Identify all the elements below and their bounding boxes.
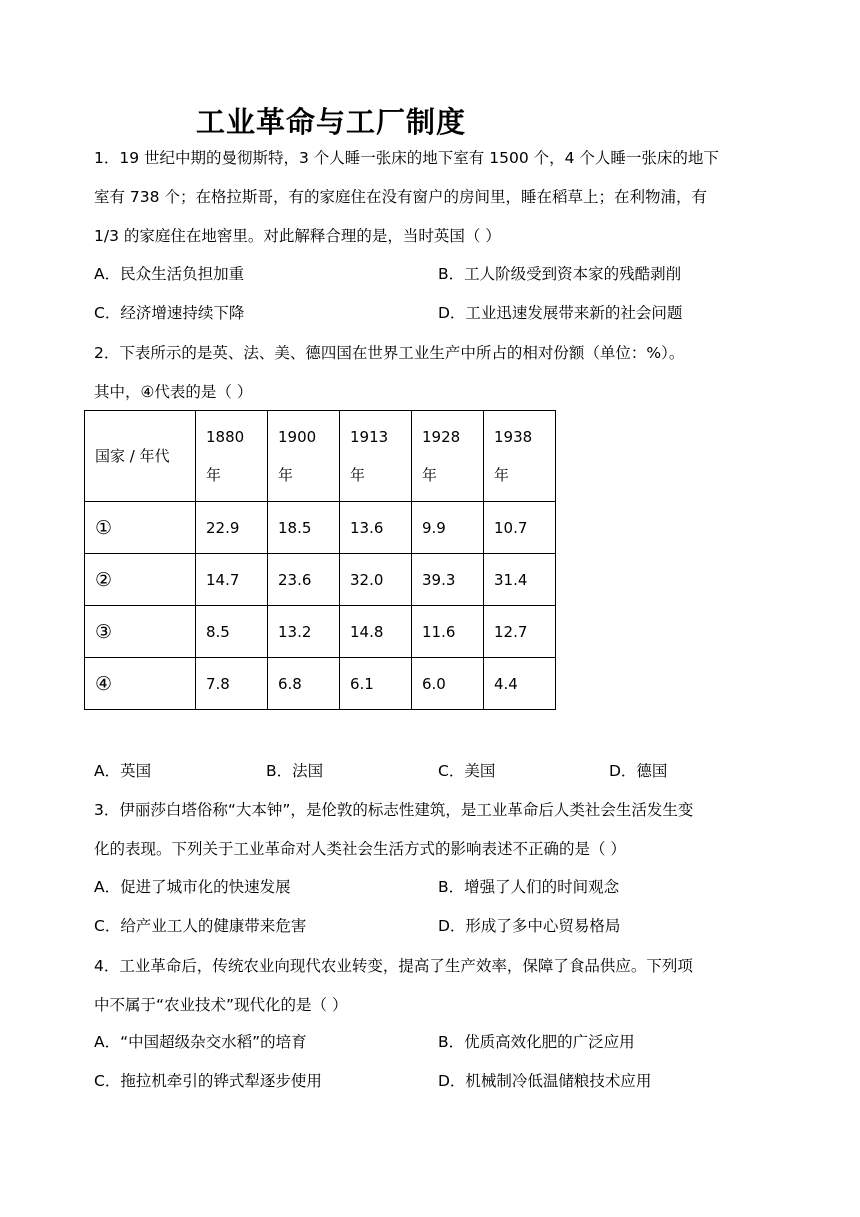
year-header-cell: 1880 年	[196, 411, 268, 502]
table-cell: 22.9	[196, 502, 268, 554]
option-d: D．工业迅速发展带来新的社会问题	[438, 304, 683, 322]
question-line: 1．19 世纪中期的曼彻斯特，3 个人睡一张床的地下室有 1500 个，4 个人睡一张床的地下	[94, 149, 719, 167]
option-c: C．美国	[438, 762, 496, 780]
share-table	[84, 410, 556, 710]
option-a: A．促进了城市化的快速发展	[94, 878, 291, 896]
row-label: ②	[85, 554, 196, 606]
table-row	[85, 606, 556, 658]
table-cell: 31.4	[484, 554, 556, 606]
question-2	[94, 334, 768, 412]
option-d: D．德国	[609, 762, 668, 780]
table-cell: 11.6	[412, 606, 484, 658]
question-line: 室有 738 个；在格拉斯哥，有的家庭住在没有窗户的房间里，睡在稻草上；在利物浦，有	[94, 188, 707, 206]
question-1	[94, 139, 768, 256]
question-line: 3．伊丽莎白塔俗称“大本钟”，是伦敦的标志性建筑，是工业革命后人类社会生活发生变	[94, 801, 694, 819]
table-cell: 14.7	[196, 554, 268, 606]
option-b: B．法国	[266, 762, 324, 780]
option-c: C．拖拉机牵引的铧式犁逐步使用	[94, 1072, 322, 1090]
question-line: 2．下表所示的是英、法、美、德四国在世界工业生产中所占的相对份额（单位：%）。	[94, 344, 685, 362]
option-d: D．形成了多中心贸易格局	[438, 917, 621, 935]
option-b: B．工人阶级受到资本家的残酷剥削	[438, 265, 682, 283]
question-line: 化的表现。下列关于工业革命对人类社会生活方式的影响表述不正确的是（ ）	[94, 840, 626, 858]
option-a: A．民众生活负担加重	[94, 265, 245, 283]
question-line: 其中，④代表的是（ ）	[94, 383, 253, 401]
question-line: 4．工业革命后，传统农业向现代农业转变，提高了生产效率，保障了食品供应。下列项	[94, 957, 693, 975]
table-row	[85, 554, 556, 606]
table-header-row	[85, 411, 556, 502]
row-label: ③	[85, 606, 196, 658]
table-cell: 6.0	[412, 658, 484, 710]
table-cell: 7.8	[196, 658, 268, 710]
year-header-cell: 1913 年	[340, 411, 412, 502]
page-title: 工业革命与工厂制度	[196, 105, 467, 139]
question-line: 1/3 的家庭住在地窖里。对此解释合理的是，当时英国（ ）	[94, 227, 501, 245]
table-cell: 9.9	[412, 502, 484, 554]
option-b: B．优质高效化肥的广泛应用	[438, 1033, 635, 1051]
table-cell: 6.8	[268, 658, 340, 710]
option-c: C．经济增速持续下降	[94, 304, 245, 322]
year-header-cell: 1900 年	[268, 411, 340, 502]
option-a: A．英国	[94, 762, 152, 780]
table-cell: 18.5	[268, 502, 340, 554]
table-cell: 13.6	[340, 502, 412, 554]
row-label: ④	[85, 658, 196, 710]
table-cell: 10.7	[484, 502, 556, 554]
table-row	[85, 502, 556, 554]
table-cell: 32.0	[340, 554, 412, 606]
table-cell: 39.3	[412, 554, 484, 606]
row-label: ①	[85, 502, 196, 554]
option-b: B．增强了人们的时间观念	[438, 878, 620, 896]
option-c: C．给产业工人的健康带来危害	[94, 917, 307, 935]
year-header-cell: 1928 年	[412, 411, 484, 502]
option-a: A．“中国超级杂交水稻”的培育	[94, 1033, 307, 1051]
table-cell: 13.2	[268, 606, 340, 658]
question-4	[94, 947, 768, 1025]
question-3	[94, 791, 768, 869]
question-line: 中不属于“农业技术”现代化的是（ ）	[94, 996, 348, 1014]
table-corner-cell: 国家 / 年代	[85, 411, 196, 502]
table-cell: 12.7	[484, 606, 556, 658]
table-cell: 23.6	[268, 554, 340, 606]
table-cell: 14.8	[340, 606, 412, 658]
option-d: D．机械制冷低温储粮技术应用	[438, 1072, 652, 1090]
table-row	[85, 658, 556, 710]
table-cell: 4.4	[484, 658, 556, 710]
year-header-cell: 1938 年	[484, 411, 556, 502]
table-cell: 6.1	[340, 658, 412, 710]
table-cell: 8.5	[196, 606, 268, 658]
